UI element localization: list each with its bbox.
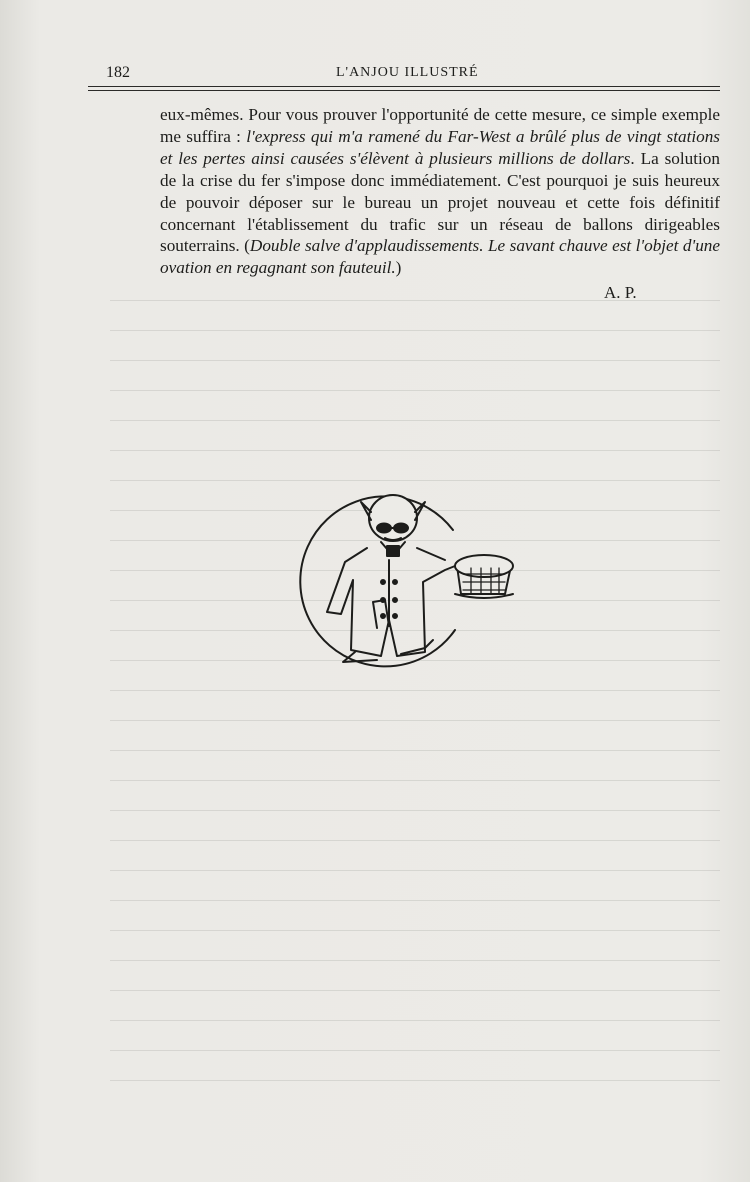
signature: A. P.	[604, 283, 637, 302]
body-text-italic: l'express qui m'a ramené du Far-West a brûlé plus de vingt stations et les pertes ainsi causées s'élèvent à plusieurs millions de dollars	[160, 126, 720, 168]
header-rule	[88, 86, 720, 87]
body-text-part: eux-mêmes. Pour vous prouver l'opportunité de cette mesure, ce simple exemple me suffira :	[160, 105, 720, 146]
page-number: 182	[106, 64, 130, 81]
page-header	[88, 62, 720, 84]
running-title: L'ANJOU ILLUSTRÉ	[336, 65, 479, 80]
stage-direction: Double salve d'applaudissements. Le savant chauve est l'objet d'une ovation en regagnant son fauteuil.	[160, 236, 721, 278]
header-rule-secondary	[88, 90, 720, 91]
illustration-man-with-hat	[285, 490, 525, 680]
body-paragraph	[160, 104, 720, 279]
body-text-part: . La solution de la crise du fer s'impose donc immédiatement. C'est pourquoi je suis heureux de pouvoir déposer sur le bureau un projet nouveau et cette fois définitif concernant l'établissement du trafic sur un réseau de ballons dirigeables souterrains. (	[160, 148, 720, 256]
bleed-through-text	[110, 300, 720, 1120]
body-text-part: )	[395, 258, 402, 278]
